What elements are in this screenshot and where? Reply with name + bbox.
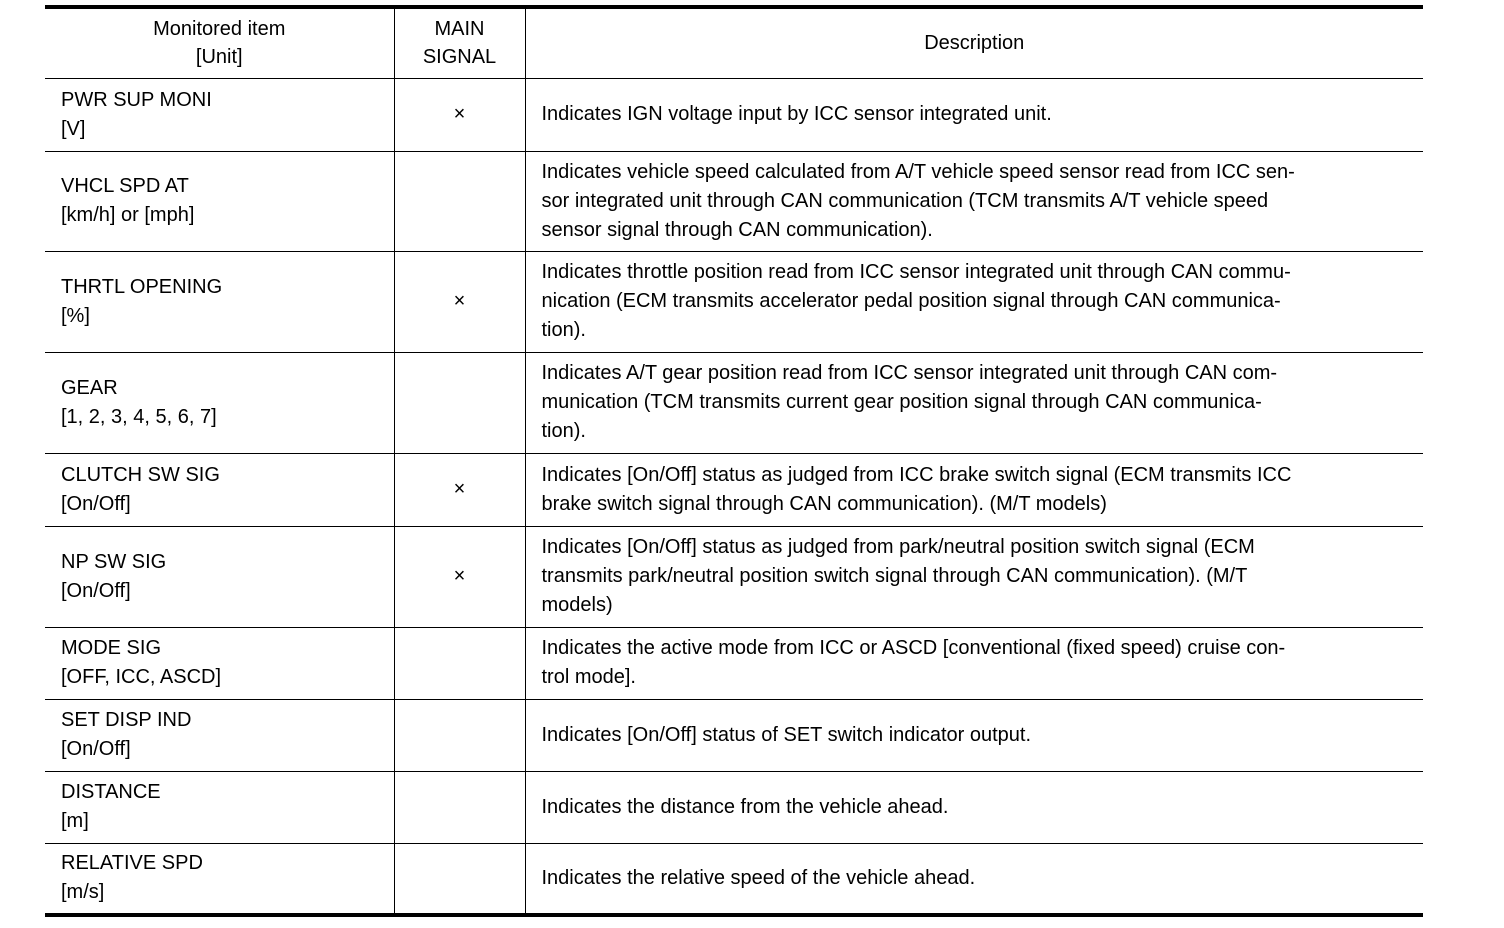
table-row [45,352,1423,453]
description-cell: Indicates IGN voltage input by ICC sensor integrated unit. [525,78,1423,151]
main-signal-cell [394,699,525,771]
item-unit: [m/s] [61,881,105,904]
item-unit: [On/Off] [61,738,131,760]
item-name: GEAR [61,376,118,399]
description-cell: Indicates vehicle speed calculated from A/T vehicle speed sensor read from ICC sen- sor integrated unit through CAN communication (TCM transmits A/T vehicle speed sensor signal through CAN communication). [525,151,1423,251]
item-name: CLUTCH SW SIG [61,463,220,486]
header-row [45,7,1423,78]
description-cell: Indicates the relative speed of the vehicle ahead. [525,843,1423,915]
monitor-items-table [45,5,1423,917]
description-cell: Indicates A/T gear position read from ICC sensor integrated unit through CAN com- munication (TCM transmits current gear position signal through CAN communica- tion). [525,352,1423,453]
main-signal-cell: × [394,453,525,526]
main-signal-cell: × [394,526,525,627]
monitored-item-cell [45,78,394,151]
description-cell: Indicates [On/Off] status as judged from park/neutral position switch signal (ECM transmits park/neutral position switch signal through CAN communication). (M/T models) [525,526,1423,627]
description-cell: Indicates [On/Off] status of SET switch indicator output. [525,699,1423,771]
monitored-item-cell [45,526,394,627]
item-unit: [%] [61,304,90,327]
item-name: PWR SUP MONI [61,88,212,111]
monitored-item-cell [45,251,394,352]
monitored-item-cell [45,699,394,771]
table-row [45,526,1423,627]
table-row [45,453,1423,526]
main-signal-cell: × [394,78,525,151]
header-monitored-item: Monitored item [Unit] [45,7,394,78]
item-name: THRTL OPENING [61,275,223,298]
item-name: DISTANCE [61,781,161,803]
table-row [45,771,1423,843]
description-cell: Indicates [On/Off] status as judged from ICC brake switch signal (ECM transmits ICC brake switch signal through CAN communication). (M/T models) [525,453,1423,526]
monitored-item-cell [45,843,394,915]
main-signal-cell: × [394,251,525,352]
item-name: MODE SIG [61,637,162,659]
header-main-signal: MAIN SIGNAL [394,7,525,78]
monitored-item-cell [45,771,394,843]
main-signal-cell [394,352,525,453]
main-signal-cell [394,843,525,915]
monitored-item-cell [45,151,394,251]
monitored-item-cell [45,453,394,526]
item-unit: [m] [61,810,89,832]
description-cell: Indicates the active mode from ICC or ASCD [conventional (fixed speed) cruise con- trol mode]. [525,627,1423,699]
item-name: NP SW SIG [61,550,167,573]
item-name: VHCL SPD AT [61,175,189,197]
item-unit: [1, 2, 3, 4, 5, 6, 7] [61,405,217,428]
table-row [45,78,1423,151]
main-signal-cell [394,151,525,251]
table-row [45,251,1423,352]
monitored-item-cell [45,352,394,453]
table-row [45,151,1423,251]
table-row [45,843,1423,915]
table-row [45,699,1423,771]
item-unit: [On/Off] [61,579,131,602]
item-name: SET DISP IND [61,709,192,731]
main-signal-cell [394,771,525,843]
description-cell: Indicates throttle position read from ICC sensor integrated unit through CAN commu- nication (ECM transmits accelerator pedal position signal through CAN communica- tion). [525,251,1423,352]
main-signal-cell [394,627,525,699]
table-row [45,627,1423,699]
item-unit: [V] [61,117,86,140]
header-description: Description [525,7,1423,78]
description-cell: Indicates the distance from the vehicle ahead. [525,771,1423,843]
item-unit: [km/h] or [mph] [61,204,195,226]
item-unit: [On/Off] [61,492,131,515]
monitored-item-cell [45,627,394,699]
item-unit: [OFF, ICC, ASCD] [61,666,222,688]
item-name: RELATIVE SPD [61,852,203,875]
